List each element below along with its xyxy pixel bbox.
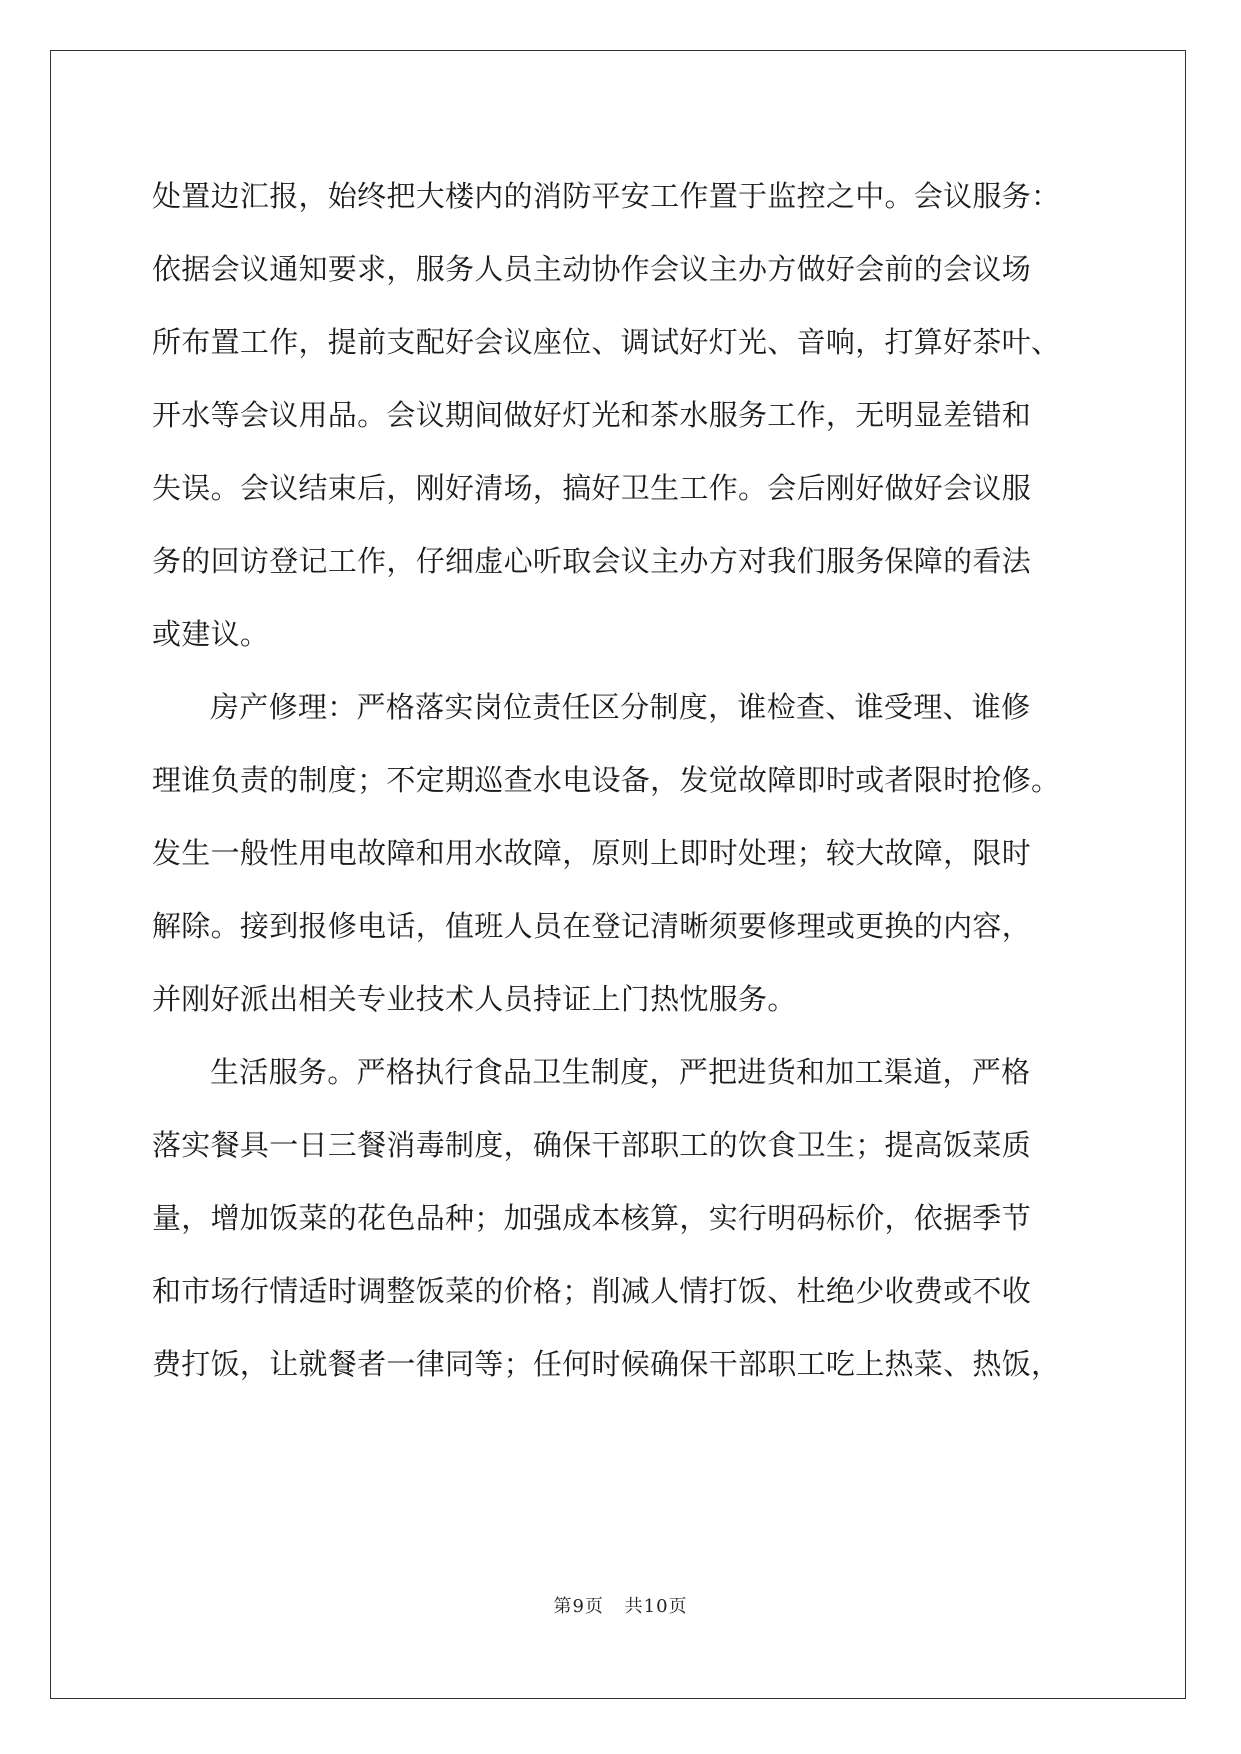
paragraph-living-service — [152, 1036, 1092, 1401]
text-line: 量，增加饭菜的花色品种；加强成本核算，实行明码标价，依据季节 — [152, 1201, 1032, 1235]
text-line: 和市场行情适时调整饭菜的价格；削减人情打饭、杜绝少收费或不收 — [152, 1274, 1032, 1308]
page-total: 共10页 — [624, 1596, 688, 1617]
text-line: 或建议。 — [152, 617, 270, 651]
text-line: 解除。接到报修电话，值班人员在登记清晰须要修理或更换的内容， — [152, 909, 1032, 943]
page-number: 第9页 — [553, 1596, 604, 1617]
text-line: 理谁负责的制度；不定期巡查水电设备，发觉故障即时或者限时抢修。 — [152, 763, 1061, 797]
text-line: 依据会议通知要求，服务人员主动协作会议主办方做好会前的会议场 — [152, 252, 1032, 286]
text-line: 处置边汇报，始终把大楼内的消防平安工作置于监控之中。会议服务： — [152, 179, 1061, 213]
text-line: 生活服务。严格执行食品卫生制度，严把进货和加工渠道，严格 — [210, 1055, 1031, 1089]
text-line: 费打饭，让就餐者一律同等；任何时候确保干部职工吃上热菜、热饭， — [152, 1347, 1061, 1381]
text-line: 并刚好派出相关专业技术人员持证上门热忱服务。 — [152, 982, 797, 1016]
text-line: 房产修理：严格落实岗位责任区分制度，谁检查、谁受理、谁修 — [210, 690, 1031, 724]
text-line: 失误。会议结束后，刚好清场，搞好卫生工作。会后刚好做好会议服 — [152, 471, 1032, 505]
paragraph-property-repair — [152, 671, 1092, 1036]
text-line: 发生一般性用电故障和用水故障，原则上即时处理；较大故障，限时 — [152, 836, 1032, 870]
text-line: 所布置工作，提前支配好会议座位、调试好灯光、音响，打算好茶叶、 — [152, 325, 1061, 359]
text-line: 务的回访登记工作，仔细虚心听取会议主办方对我们服务保障的看法 — [152, 544, 1032, 578]
text-line: 落实餐具一日三餐消毒制度，确保干部职工的饮食卫生；提高饭菜质 — [152, 1128, 1032, 1162]
text-line: 开水等会议用品。会议期间做好灯光和茶水服务工作，无明显差错和 — [152, 398, 1032, 432]
paragraph-meeting-service — [152, 160, 1092, 671]
document-body — [152, 160, 1092, 1401]
page-footer — [0, 1592, 1241, 1618]
